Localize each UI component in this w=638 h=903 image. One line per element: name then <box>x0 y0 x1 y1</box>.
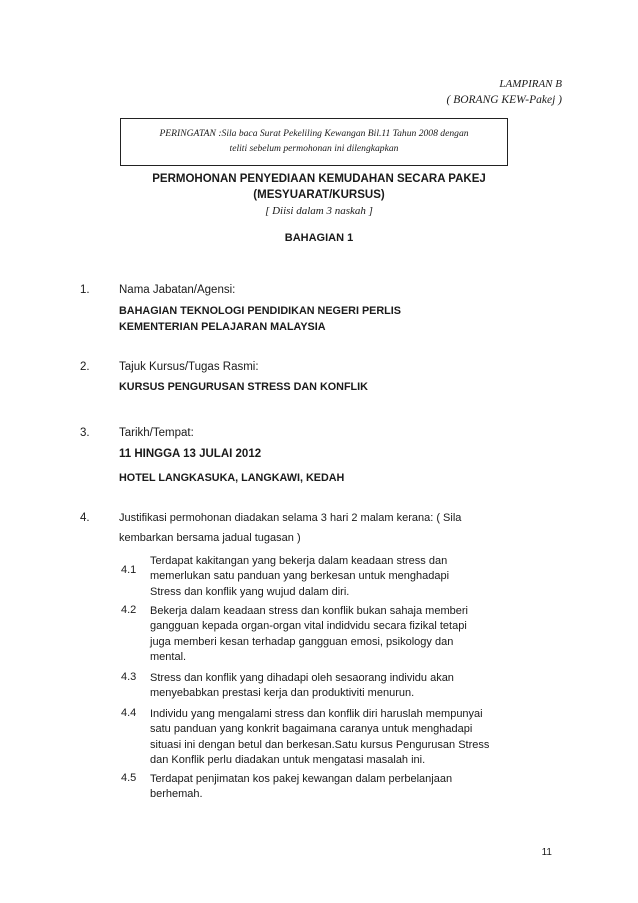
subitem-4-4-line: satu panduan yang konkrit bagaimana caranya untuk menghadapi <box>150 723 473 736</box>
warning-line-1: PERINGATAN :Sila baca Surat Pekeliling Kewangan Bil.11 Tahun 2008 dengan <box>159 128 469 139</box>
warning-line-2: teliti sebelum permohonan ini dilengkapkan <box>229 143 399 154</box>
item-4-number: 4. <box>80 512 90 524</box>
borang-label: ( BORANG KEW-Pakej ) <box>446 94 562 106</box>
subitem-4-4-line: Individu yang mengalami stress dan konflik diri haruslah mempunyai <box>150 708 483 720</box>
subitem-4-1-line: Stress dan konflik yang wujud dalam diri. <box>150 585 350 598</box>
item-1-value-1: BAHAGIAN TEKNOLOGI PENDIDIKAN NEGERI PERLIS <box>119 305 401 317</box>
form-title-note: [ Diisi dalam 3 naskah ] <box>265 205 373 217</box>
subitem-4-2-line: gangguan kepada organ-organ vital indidvidu secara fizikal tetapi <box>150 620 467 633</box>
subitem-4-1-line: Terdapat kakitangan yang bekerja dalam keadaan stress dan <box>150 555 448 567</box>
form-title-line-2: (MESYUARAT/KURSUS) <box>253 189 385 201</box>
section-heading: BAHAGIAN 1 <box>284 232 354 244</box>
item-4-label <box>119 508 539 548</box>
subitem-4-5-line: Terdapat penjimatan kos pakej kewangan dalam perbelanjaan <box>150 773 453 785</box>
subitem-4-5-line: berhemah. <box>150 788 203 801</box>
subitem-4-1-text <box>150 554 550 600</box>
subitem-4-5-number: 4.5 <box>121 772 137 784</box>
item-1-label: Nama Jabatan/Agensi: <box>119 284 236 296</box>
item-3-value-2: HOTEL LANGKASUKA, LANGKAWI, KEDAH <box>119 472 345 484</box>
item-2-label: Tajuk Kursus/Tugas Rasmi: <box>119 361 259 373</box>
lampiran-label: LAMPIRAN B <box>499 78 562 90</box>
subitem-4-3-text <box>150 671 550 702</box>
item-3-number: 3. <box>80 427 90 439</box>
subitem-4-2-number: 4.2 <box>121 604 137 616</box>
subitem-4-1-number: 4.1 <box>121 564 137 576</box>
subitem-4-1-line: memerlukan satu panduan yang berkesan untuk menghadapi <box>150 570 450 583</box>
subitem-4-4-line: situasi ini dengan betul dan berkesan.Satu kursus Pengurusan Stress <box>150 738 490 751</box>
form-title-line-1: PERMOHONAN PENYEDIAAN KEMUDAHAN SECARA PAKEJ <box>152 173 486 185</box>
subitem-4-2-text <box>150 604 550 666</box>
warning-box <box>120 118 508 166</box>
subitem-4-4-line: dan Konflik perlu diadakan untuk mengatasi masalah ini. <box>150 754 426 767</box>
subitem-4-4-text <box>150 707 550 769</box>
subitem-4-2-line: juga memberi kesan terhadap gangguan emosi, psikology dan <box>150 635 454 648</box>
item-4-label-line-1: Justifikasi permohonan diadakan selama 3 hari 2 malam kerana: ( Sila <box>119 512 462 524</box>
item-1-number: 1. <box>80 284 90 296</box>
subitem-4-3-number: 4.3 <box>121 671 137 683</box>
page-number: 11 <box>541 847 552 858</box>
item-2-value-1: KURSUS PENGURUSAN STRESS DAN KONFLIK <box>119 381 368 393</box>
item-2-number: 2. <box>80 361 90 373</box>
subitem-4-4-number: 4.4 <box>121 707 137 719</box>
subitem-4-3-line: menyebabkan prestasi kerja dan produktiviti menurun. <box>150 687 415 700</box>
subitem-4-2-line: Bekerja dalam keadaan stress dan konflik bukan sahaja memberi <box>150 605 468 617</box>
subitem-4-2-line: mental. <box>150 651 187 664</box>
subitem-4-5-text <box>150 772 550 803</box>
item-1-value-2: KEMENTERIAN PELAJARAN MALAYSIA <box>119 321 326 333</box>
item-3-label: Tarikh/Tempat: <box>119 427 194 439</box>
subitem-4-3-line: Stress dan konflik yang dihadapi oleh sesaorang individu akan <box>150 672 454 684</box>
item-3-value-1: 11 HINGGA 13 JULAI 2012 <box>119 448 262 460</box>
item-4-label-line-2: kembarkan bersama jadual tugasan ) <box>119 532 301 544</box>
